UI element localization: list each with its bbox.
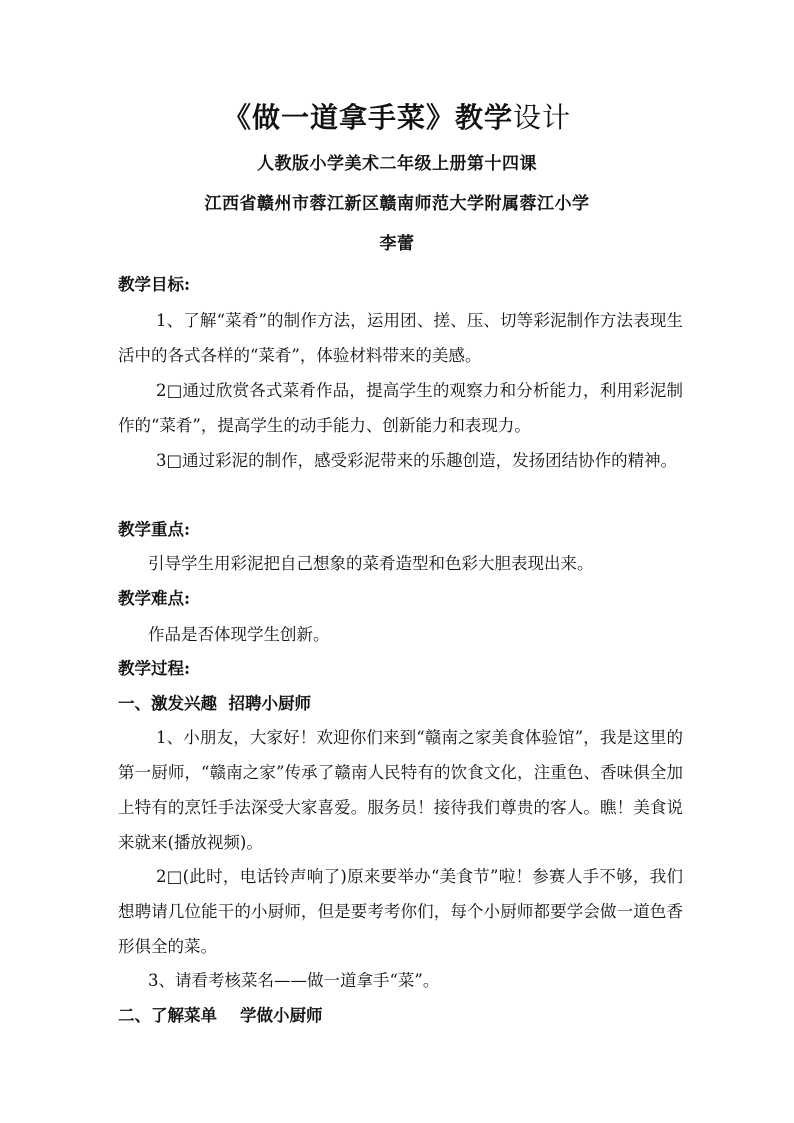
author-name: 李蕾 — [379, 234, 415, 254]
process-heading: 教学过程: — [118, 659, 191, 678]
objectives-heading: 教学目标: — [118, 275, 191, 294]
objective-item-2: 2□通过欣赏各式菜肴作品，提高学生的观察力和分析能力，利用彩泥制作的“菜肴”，提高学生的动手能力、创新能力和表现力。 — [118, 381, 683, 435]
document-title-bold: 《做一道拿手菜》教学 — [222, 101, 513, 134]
objective-item-1: 1、了解“菜肴”的制作方法，运用团、搓、压、切等彩泥制作方法表现生活中的各式各样的“菜肴”，体验材料带来的美感。 — [118, 311, 683, 365]
difficulty-text: 作品是否体现学生创新。 — [148, 625, 330, 644]
section1-item-3: 3、请看考核菜名——做一道拿手“菜”。 — [148, 971, 440, 990]
document-subtitle: 人教版小学美术二年级上册第十四课 — [257, 154, 537, 174]
section1-heading: 一、激发兴趣 招聘小厨师 — [118, 694, 311, 713]
section1-item-1: 1、小朋友，大家好！欢迎你们来到“赣南之家美食体验馆”，我是这里的第一厨师，“赣南之家”传承了赣南人民特有的饮食文化，注重色、香味俱全加上特有的烹饪手法深受大家喜爱。服务员！接待我们尊贵的客人。瞧！美食说来就来(播放视频)。 — [118, 728, 683, 852]
document-title-light: 设计 — [513, 101, 572, 134]
section1-item-2: 2□(此时，电话铃声响了)原来要举办“美食节”啦！参赛人手不够，我们想聘请几位能干的小厨师，但是要考考你们，每个小厨师都要学会做一道色香形俱全的菜。 — [118, 867, 683, 956]
difficulty-heading: 教学难点: — [118, 589, 191, 608]
key-points-text: 引导学生用彩泥把自己想象的菜肴造型和色彩大胆表现出来。 — [148, 554, 594, 573]
school-name: 江西省赣州市蓉江新区赣南师范大学附属蓉江小学 — [204, 194, 590, 214]
objective-item-3: 3□通过彩泥的制作，感受彩泥带来的乐趣创造，发扬团结协作的精神。 — [156, 451, 678, 470]
document-title — [0, 96, 794, 136]
section2-heading: 二、了解菜单 学做小厨师 — [118, 1006, 323, 1025]
key-points-heading: 教学重点: — [118, 520, 191, 539]
